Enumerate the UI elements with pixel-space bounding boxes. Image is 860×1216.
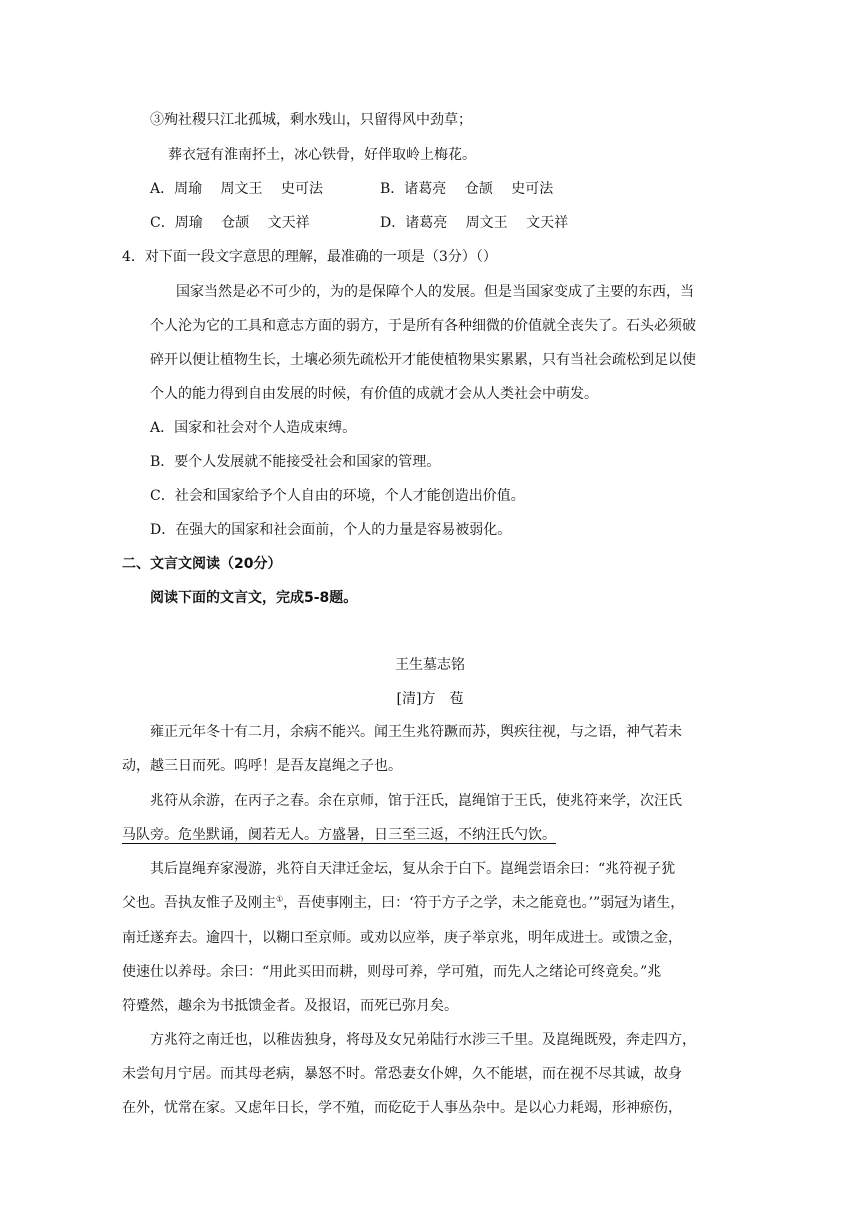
- q4-passage-line-1: 国家当然是必不可少的，为的是保障个人的发展。但是当国家变成了主要的东西，当: [176, 284, 694, 300]
- p4-line-3: 在外，忧常在家。又虑年日长，学不殖，而矻矻于人事丛杂中。是以心力耗竭，形神瘀伤，: [122, 1100, 682, 1116]
- p2-line-2-underlined: 马队旁。危坐默诵，阒若无人。方盛暑，日三至三返，不纳汪氏勺饮。: [122, 827, 556, 843]
- q3-option-c: C．周瑜 仓颉 文天祥: [150, 215, 310, 231]
- essay-author: [清]方 苞: [396, 691, 464, 707]
- essay-title: 王生墓志铭: [395, 657, 465, 673]
- section-2-instruction: 阅读下面的文言文，完成5-8题。: [150, 590, 358, 606]
- couplet-3-line-1: ③殉社稷只江北孤城，剩水残山，只留得风中劲草；: [150, 112, 472, 128]
- p4-line-2: 未尝旬月宁居。而其母老病，暴怒不时。常恐妻女仆婢，久不能堪，而在视不尽其诚，故身: [122, 1066, 682, 1082]
- p3-line-1: 其后崑绳弃家漫游，兆符自天津迁金坛，复从余于白下。崑绳尝语余曰：“兆符视子犹: [150, 861, 676, 877]
- p3-line-2: [122, 893, 684, 913]
- q4-passage-line-4: 个人的能力得到自由发展的时候，有价值的成就才会从人类社会中萌发。: [150, 386, 598, 402]
- q4-option-c: C．社会和国家给予个人自由的环境，个人才能创造出价值。: [150, 488, 525, 504]
- q4-passage-line-2: 个人沦为它的工具和意志方面的弱方，于是所有各种细微的价值就全丧失了。石头必须破: [150, 318, 696, 334]
- section-2-heading: 二、文言文阅读（20分）: [122, 556, 282, 572]
- q4-option-a: A．国家和社会对个人造成束缚。: [150, 420, 357, 436]
- q4-passage-line-3: 碎开以便让植物生长，土壤必须先疏松开才能使植物果实累累，只有当社会疏松到足以使: [150, 352, 696, 368]
- couplet-3-line-2: 葬衣冠有淮南抔土，冰心铁骨，好伴取岭上梅花。: [168, 147, 476, 163]
- q3-option-b: B．诸葛亮 仓颉 史可法: [380, 181, 554, 197]
- p1-line-2: 动，越三日而死。呜呼！是吾友崑绳之子也。: [122, 758, 402, 774]
- p3-line-5: 符蹙然，趣余为书抵馈金者。及报诏，而死已弥月矣。: [122, 998, 458, 1014]
- q3-option-a: A．周瑜 周文王 史可法: [150, 181, 324, 197]
- p2-line-1: 兆符从余游，在丙子之春。余在京师，馆于汪氏，崑绳馆于王氏，使兆符来学，次汪氏: [150, 793, 682, 809]
- p3-line-2-part-b: ，吾使事刚主，曰：‘符于方子之学，未之能竟也。’”弱冠为诸生，: [283, 895, 685, 911]
- q4-option-d: D．在强大的国家和社会面前，个人的力量是容易被弱化。: [150, 522, 512, 538]
- p4-line-1: 方兆符之南迁也，以稚齿独身，将母及女兄弟陆行水涉三千里。及崑绳既殁，奔走四方，: [150, 1032, 696, 1048]
- footnote-marker: ①: [276, 894, 284, 904]
- q4-stem: 4．对下面一段文字意思的理解，最准确的一项是（3分）（）: [122, 249, 497, 265]
- p1-line-1: 雍正元年冬十有二月，余病不能兴。闻王生兆符蹶而苏，舆疾往视，与之语，神气若未: [150, 724, 682, 740]
- p3-line-4: 使速仕以养母。余曰：“用此买田而耕，则母可养，学可殖，而先人之绪论可终竟矣。”兆: [122, 964, 662, 980]
- p3-line-3: 南迁遂弃去。逾四十，以糊口至京师。或劝以应举，庚子举京兆，明年成进士。或馈之金，: [122, 930, 682, 946]
- p3-line-2-part-a: 父也。吾执友惟子及刚主: [122, 895, 276, 911]
- q4-option-b: B．要个人发展就不能接受社会和国家的管理。: [150, 454, 441, 470]
- q3-option-d: D．诸葛亮 周文王 文天祥: [380, 215, 569, 231]
